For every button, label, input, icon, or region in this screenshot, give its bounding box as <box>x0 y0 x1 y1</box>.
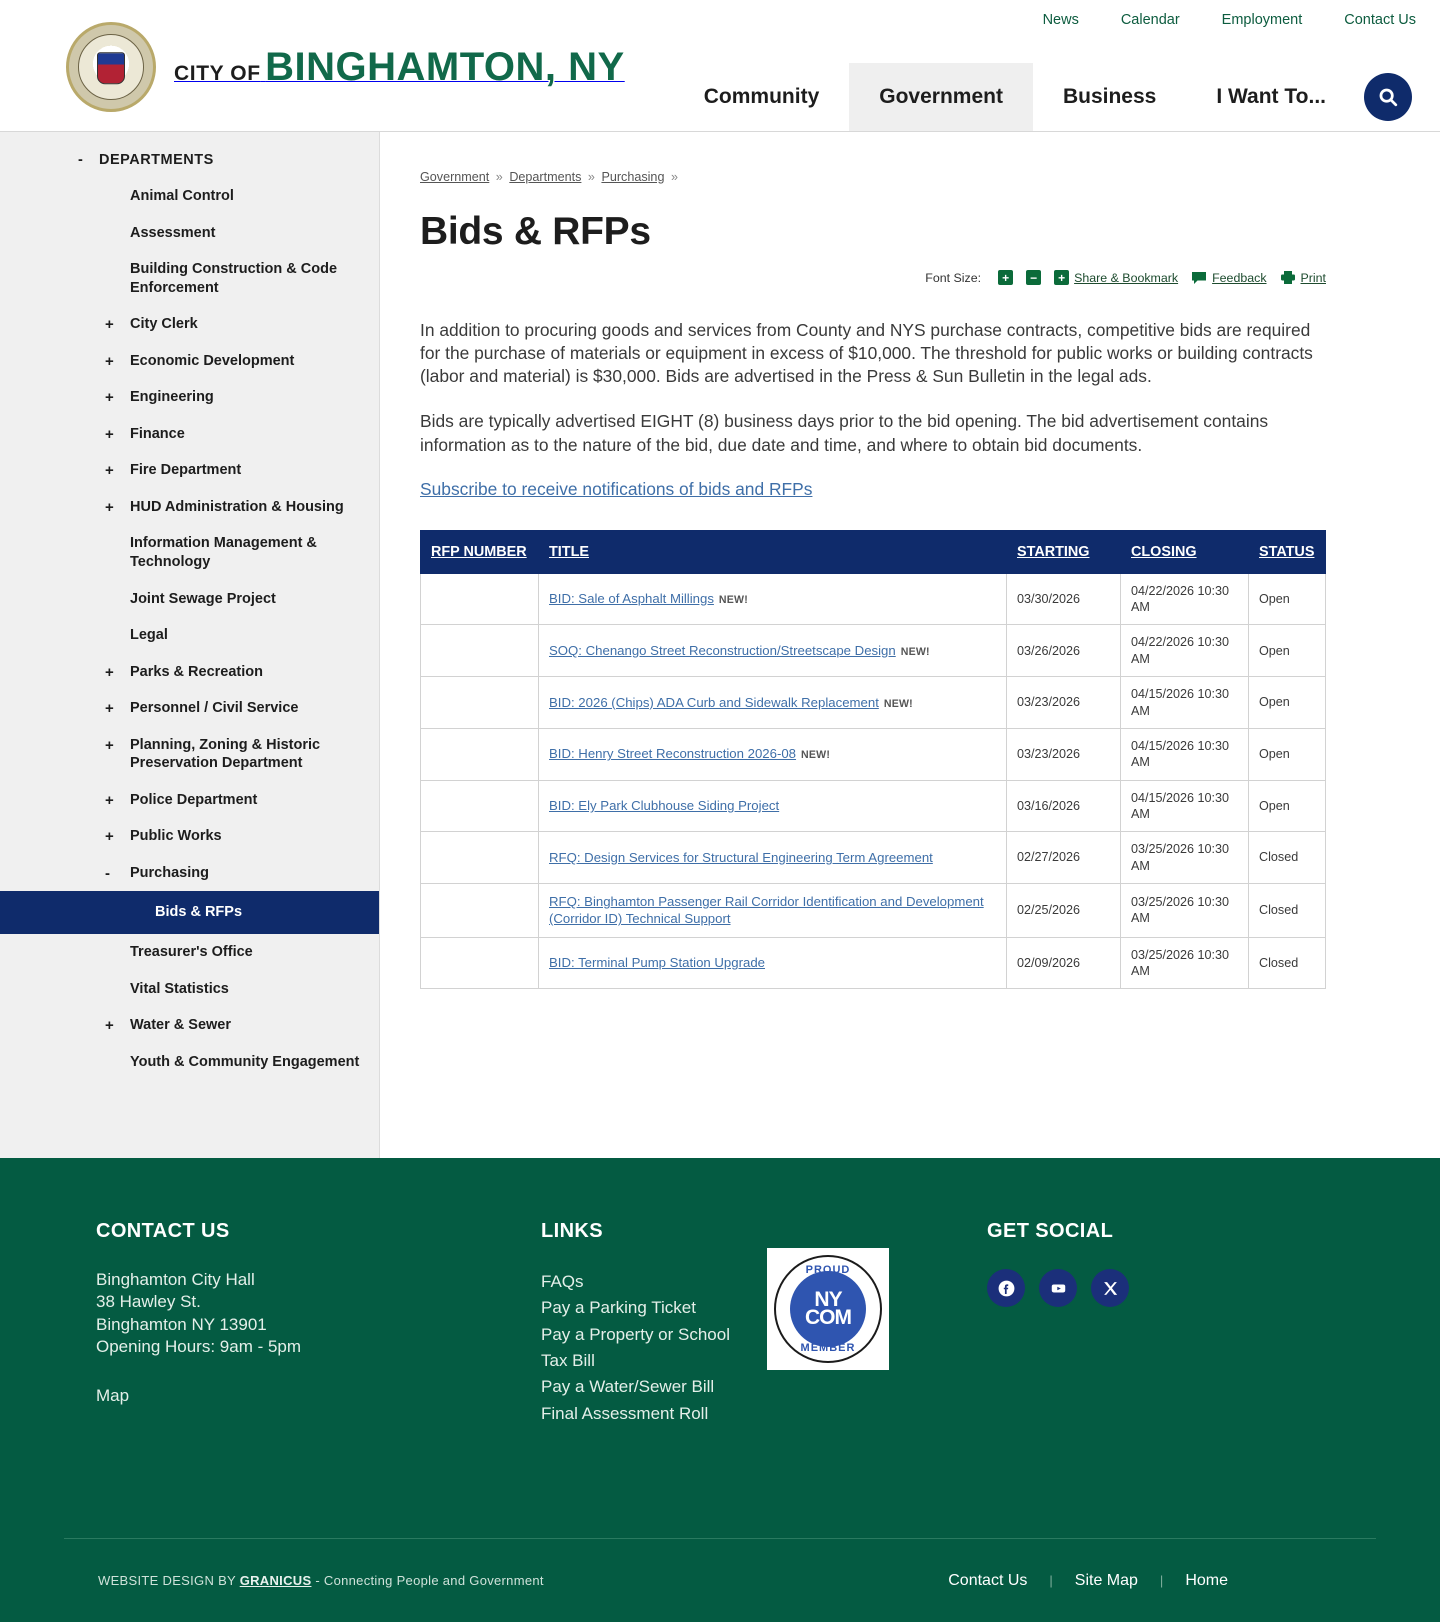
cell-closing: 04/15/2026 10:30 AM <box>1121 728 1249 780</box>
column-header-closing[interactable]: CLOSING <box>1121 530 1249 573</box>
bid-title-link[interactable]: BID: Sale of Asphalt Millings <box>549 591 714 607</box>
sidebar-toggle-departments[interactable]: - <box>78 152 84 168</box>
cell-rfp-number <box>421 728 539 780</box>
footer-site-map-link[interactable]: Site Map <box>1074 1571 1138 1589</box>
column-header-rfp-number[interactable]: RFP NUMBER <box>421 530 539 573</box>
cell-title <box>539 832 1007 884</box>
badge-center-text: NY COM <box>790 1271 866 1347</box>
footer-link-list <box>541 1269 741 1427</box>
cell-status: Closed <box>1249 832 1326 884</box>
breadcrumb-separator: » <box>495 170 503 184</box>
bid-title-link[interactable]: BID: 2026 (Chips) ADA Curb and Sidewalk Replacement <box>549 694 879 710</box>
cell-closing: 04/15/2026 10:30 AM <box>1121 677 1249 729</box>
search-button[interactable] <box>1364 73 1412 121</box>
sidebar-item-label: HUD Administration & Housing <box>130 498 344 515</box>
sidebar-nav <box>0 132 380 1158</box>
sidebar-item-youth-community-engagement[interactable] <box>0 1044 379 1081</box>
footer-social-column <box>987 1220 1344 1427</box>
footer-bottom-bar <box>64 1538 1376 1622</box>
sidebar-item-label: Water & Sewer <box>130 1017 231 1034</box>
cell-closing: 04/22/2026 10:30 AM <box>1121 573 1249 625</box>
footer-home-link[interactable]: Home <box>1185 1571 1228 1589</box>
table-row <box>421 625 1326 677</box>
sidebar-toggle-icon[interactable]: + <box>105 700 114 718</box>
bids-table <box>420 530 1326 990</box>
x-twitter-icon <box>1102 1280 1119 1297</box>
footer-link-final-assessment-roll[interactable]: Final Assessment Roll <box>541 1403 709 1423</box>
design-prefix: WEBSITE DESIGN BY <box>98 1573 240 1588</box>
sidebar-item-label: Joint Sewage Project <box>130 590 276 607</box>
sidebar-items <box>0 178 379 1080</box>
brand-city-label: CITY OF <box>174 62 261 85</box>
social-icon-row <box>987 1269 1344 1307</box>
sidebar-item-label: Vital Statistics <box>130 980 229 997</box>
cell-starting: 02/27/2026 <box>1007 832 1121 884</box>
sidebar-toggle-icon[interactable]: + <box>105 462 114 480</box>
sidebar-item-finance[interactable] <box>0 416 379 453</box>
sidebar-item-legal[interactable] <box>0 617 379 654</box>
sidebar-item-building-construction-code-enforcement[interactable] <box>0 251 379 306</box>
sidebar-item-parks-recreation[interactable] <box>0 654 379 691</box>
footer-map-link[interactable]: Map <box>96 1385 130 1405</box>
bid-title-link[interactable]: SOQ: Chenango Street Reconstruction/Streetscape Design <box>549 642 896 658</box>
table-row <box>421 677 1326 729</box>
facebook-button[interactable] <box>987 1269 1025 1307</box>
column-header-starting[interactable]: STARTING <box>1007 530 1121 573</box>
sidebar-item-label: Youth & Community Engagement <box>130 1053 360 1070</box>
brand-name-label: BINGHAMTON, NY <box>265 45 625 89</box>
printer-icon <box>1280 270 1296 285</box>
print-group[interactable] <box>1280 270 1326 285</box>
sidebar-item-joint-sewage-project[interactable] <box>0 581 379 618</box>
cell-closing: 03/25/2026 10:30 AM <box>1121 937 1249 989</box>
sidebar-item-animal-control[interactable] <box>0 178 379 215</box>
breadcrumb-item-purchasing[interactable]: Purchasing <box>601 170 665 184</box>
comment-icon <box>1191 271 1207 285</box>
sidebar-toggle-icon[interactable]: + <box>105 791 114 809</box>
breadcrumb-item-departments[interactable]: Departments <box>509 170 582 184</box>
sidebar-toggle-icon[interactable]: - <box>105 864 110 882</box>
cell-starting: 02/25/2026 <box>1007 884 1121 938</box>
sidebar-toggle-icon[interactable]: + <box>105 663 114 681</box>
cell-starting: 03/23/2026 <box>1007 728 1121 780</box>
cell-status: Open <box>1249 780 1326 832</box>
cell-title <box>539 937 1007 989</box>
table-row <box>421 832 1326 884</box>
sidebar-item-assessment[interactable] <box>0 215 379 252</box>
sidebar-item-label: Information Management & Technology <box>130 535 317 571</box>
sidebar-item-label: Finance <box>130 425 185 442</box>
footer-link-pay-a-property-or-school-tax-bill[interactable]: Pay a Property or School Tax Bill <box>541 1324 730 1371</box>
sidebar-item-purchasing[interactable] <box>0 855 379 892</box>
sidebar-item-label: Bids & RFPs <box>155 904 243 921</box>
youtube-icon <box>1049 1279 1068 1298</box>
sidebar-item-city-clerk[interactable] <box>0 306 379 343</box>
utility-link-news[interactable]: News <box>1042 12 1079 28</box>
sidebar-item-police-department[interactable] <box>0 782 379 819</box>
cell-rfp-number <box>421 625 539 677</box>
sidebar-toggle-icon[interactable]: + <box>105 498 114 516</box>
website-design-credit <box>64 1573 544 1588</box>
design-suffix: - Connecting People and Government <box>311 1573 544 1588</box>
sidebar-heading-departments[interactable] <box>0 142 379 178</box>
table-row <box>421 573 1326 625</box>
footer-bottom-links <box>948 1572 1376 1590</box>
footer-link-pay-a-parking-ticket[interactable]: Pay a Parking Ticket <box>541 1298 696 1318</box>
sidebar-item-engineering[interactable] <box>0 379 379 416</box>
font-size-increase-button[interactable]: + <box>998 270 1013 285</box>
footer-social-heading: GET SOCIAL <box>987 1220 1114 1242</box>
table-row <box>421 780 1326 832</box>
badge-bottom-text: MEMBER <box>800 1342 856 1354</box>
cell-title <box>539 677 1007 729</box>
footer-address <box>96 1269 541 1359</box>
bid-title-link[interactable]: RFQ: Design Services for Structural Engineering Term Agreement <box>549 849 933 865</box>
footer-contact-us-link[interactable]: Contact Us <box>948 1571 1028 1589</box>
footer-link-faqs[interactable]: FAQs <box>541 1272 584 1291</box>
cell-starting: 03/23/2026 <box>1007 677 1121 729</box>
cell-starting: 03/26/2026 <box>1007 625 1121 677</box>
sidebar-item-personnel-civil-service[interactable] <box>0 690 379 727</box>
granicus-link[interactable]: GRANICUS <box>239 1573 312 1588</box>
sidebar-toggle-icon[interactable]: + <box>105 316 114 334</box>
sidebar-item-label: Assessment <box>130 224 216 241</box>
utility-nav <box>1043 12 1416 28</box>
breadcrumb-separator: » <box>670 170 678 184</box>
sidebar-item-treasurer-s-office[interactable] <box>0 934 379 971</box>
sidebar-toggle-icon[interactable]: + <box>105 352 114 370</box>
cell-status: Closed <box>1249 937 1326 989</box>
new-badge: NEW! <box>801 749 831 762</box>
cell-closing: 04/15/2026 10:30 AM <box>1121 780 1249 832</box>
sidebar-toggle-icon[interactable]: + <box>105 736 114 754</box>
sidebar-item-label: Building Construction & Code Enforcement <box>130 261 338 296</box>
sidebar-toggle-icon[interactable]: + <box>105 389 114 407</box>
page-tools <box>420 270 1326 285</box>
cell-rfp-number <box>421 780 539 832</box>
address-line-1: Binghamton City Hall <box>96 1270 255 1289</box>
sidebar-item-label: Legal <box>130 627 168 644</box>
footer-links-column <box>541 1220 987 1427</box>
cell-rfp-number <box>421 884 539 938</box>
cell-status: Open <box>1249 625 1326 677</box>
sidebar-item-label: Purchasing <box>130 864 209 881</box>
intro-paragraph-1: In addition to procuring goods and services from County and NYS purchase contracts, competitive bids are required for the purchase of materials or equipment in excess of $10,000. The threshold for public works or building contracts (labor and material) is $30,000. Bids are advertised in the Press & Sun Bulletin in the legal ads. <box>420 320 1313 387</box>
cell-title <box>539 780 1007 832</box>
share-bookmark-link[interactable]: Share & Bookmark <box>1074 270 1179 285</box>
main-content <box>380 132 1440 1158</box>
footer-contact-heading: CONTACT US <box>96 1220 230 1242</box>
feedback-link[interactable]: Feedback <box>1212 270 1267 285</box>
main-nav <box>674 63 1422 131</box>
table-row <box>421 937 1326 989</box>
cell-title <box>539 728 1007 780</box>
x-twitter-button[interactable] <box>1091 1269 1129 1307</box>
nav-item-community[interactable]: Community <box>703 85 820 108</box>
bid-title-link[interactable]: RFQ: Binghamton Passenger Rail Corridor Identification and Development (Corridor ID) Technical Support <box>549 894 984 927</box>
sidebar-item-label: Economic Development <box>130 352 295 369</box>
intro-paragraph-2: Bids are typically advertised EIGHT (8) business days prior to the bid opening. The bid advertisement contains information as to the nature of the bid, due date and time, and where to obtain bid documents. <box>420 411 1269 455</box>
sidebar-item-label: Treasurer's Office <box>130 944 253 961</box>
footer-columns <box>0 1220 1440 1427</box>
sidebar-item-information-management-technology[interactable] <box>0 525 379 580</box>
sidebar-item-hud-administration-housing[interactable] <box>0 489 379 526</box>
sidebar-item-label: Animal Control <box>130 188 234 204</box>
cell-rfp-number <box>421 832 539 884</box>
font-size-label: Font Size: <box>925 270 982 285</box>
youtube-button[interactable] <box>1039 1269 1077 1307</box>
column-header-title[interactable]: TITLE <box>539 530 1007 573</box>
sidebar-item-label: Parks & Recreation <box>130 663 263 680</box>
sidebar-toggle-icon[interactable]: + <box>105 425 114 443</box>
table-header-row <box>421 530 1326 573</box>
column-header-status[interactable]: STATUS <box>1249 530 1326 573</box>
breadcrumb <box>420 170 1326 184</box>
sidebar-item-label: Public Works <box>130 828 222 845</box>
breadcrumb-item-government[interactable]: Government <box>420 170 490 184</box>
cell-rfp-number <box>421 573 539 625</box>
feedback-group[interactable] <box>1191 271 1266 285</box>
sidebar-item-bids-rfps[interactable] <box>0 891 379 934</box>
cell-closing: 03/25/2026 10:30 AM <box>1121 832 1249 884</box>
footer-contact-column <box>96 1220 541 1427</box>
bids-table-head <box>421 530 1326 573</box>
nycom-member-badge <box>767 1248 889 1370</box>
bid-title-link[interactable]: BID: Henry Street Reconstruction 2026-08 <box>549 746 797 762</box>
cell-rfp-number <box>421 937 539 989</box>
sidebar-item-fire-department[interactable] <box>0 452 379 489</box>
sidebar-item-label: Planning, Zoning & Historic Preservation Department <box>130 736 321 772</box>
sidebar-toggle-icon[interactable]: + <box>105 1017 114 1035</box>
sidebar-item-economic-development[interactable] <box>0 343 379 380</box>
share-bookmark-group[interactable] <box>1054 270 1178 285</box>
subscribe-link[interactable]: Subscribe to receive notifications of bids and RFPs <box>420 478 813 499</box>
sidebar-item-public-works[interactable] <box>0 818 379 855</box>
address-line-3: Binghamton NY 13901 <box>96 1314 267 1334</box>
cell-status: Closed <box>1249 884 1326 938</box>
facebook-icon <box>997 1279 1016 1298</box>
sidebar-toggle-icon[interactable]: + <box>105 828 114 846</box>
sidebar-item-vital-statistics[interactable] <box>0 971 379 1008</box>
breadcrumb-separator: » <box>587 170 595 184</box>
sidebar-item-label: Fire Department <box>130 462 242 479</box>
page-body <box>0 132 1440 1158</box>
footer-link-separator: | <box>1159 1573 1164 1588</box>
table-row <box>421 884 1326 938</box>
sidebar-item-label: City Clerk <box>130 316 198 333</box>
cell-status: Open <box>1249 728 1326 780</box>
cell-status: Open <box>1249 677 1326 729</box>
sidebar-item-label: Police Department <box>130 791 258 808</box>
cell-closing: 03/25/2026 10:30 AM <box>1121 884 1249 938</box>
utility-link-calendar[interactable]: Calendar <box>1120 12 1180 28</box>
city-seal-icon <box>66 22 156 112</box>
new-badge: NEW! <box>900 645 930 658</box>
footer-link-separator: | <box>1049 1573 1053 1588</box>
cell-rfp-number <box>421 677 539 729</box>
new-badge: NEW! <box>718 594 748 607</box>
table-row <box>421 728 1326 780</box>
nav-item-i-want-to[interactable]: I Want To... <box>1216 85 1326 108</box>
cell-starting: 02/09/2026 <box>1007 937 1121 989</box>
sidebar-item-planning-zoning-historic-preservation-department[interactable] <box>0 727 379 782</box>
font-size-decrease-button[interactable]: − <box>1026 270 1041 285</box>
footer-link-pay-a-water-sewer-bill[interactable]: Pay a Water/Sewer Bill <box>541 1377 715 1397</box>
site-footer <box>0 1158 1440 1622</box>
bid-title-link[interactable]: BID: Terminal Pump Station Upgrade <box>549 955 765 971</box>
cell-status: Open <box>1249 573 1326 625</box>
bids-table-body <box>421 573 1326 989</box>
sidebar-item-water-sewer[interactable] <box>0 1007 379 1044</box>
page-title: Bids & RFPs <box>420 210 651 253</box>
brand-text <box>174 47 625 87</box>
cell-starting: 03/16/2026 <box>1007 780 1121 832</box>
new-badge: NEW! <box>883 697 913 710</box>
utility-link-employment[interactable]: Employment <box>1221 12 1303 28</box>
cell-closing: 04/22/2026 10:30 AM <box>1121 625 1249 677</box>
cell-title <box>539 884 1007 938</box>
cell-title <box>539 573 1007 625</box>
bid-title-link[interactable]: BID: Ely Park Clubhouse Siding Project <box>549 798 780 814</box>
cell-title <box>539 625 1007 677</box>
nav-item-business[interactable]: Business <box>1062 85 1157 108</box>
site-header <box>0 0 1440 132</box>
sidebar-item-label: Personnel / Civil Service <box>130 700 299 717</box>
print-link[interactable]: Print <box>1300 270 1326 285</box>
nav-item-government[interactable]: Government <box>849 63 1033 131</box>
address-line-2: 38 Hawley St. <box>96 1292 201 1312</box>
sidebar-item-label: Engineering <box>130 389 214 406</box>
search-icon <box>1377 86 1399 108</box>
badge-top-text: PROUD <box>805 1264 851 1276</box>
sidebar-heading-label: DEPARTMENTS <box>99 152 214 168</box>
opening-hours: Opening Hours: 9am - 5pm <box>96 1337 302 1357</box>
site-logo-link[interactable] <box>66 22 625 112</box>
footer-links-heading: LINKS <box>541 1220 603 1242</box>
share-plus-icon: + <box>1054 270 1069 285</box>
utility-link-contact-us[interactable]: Contact Us <box>1344 12 1416 28</box>
cell-starting: 03/30/2026 <box>1007 573 1121 625</box>
